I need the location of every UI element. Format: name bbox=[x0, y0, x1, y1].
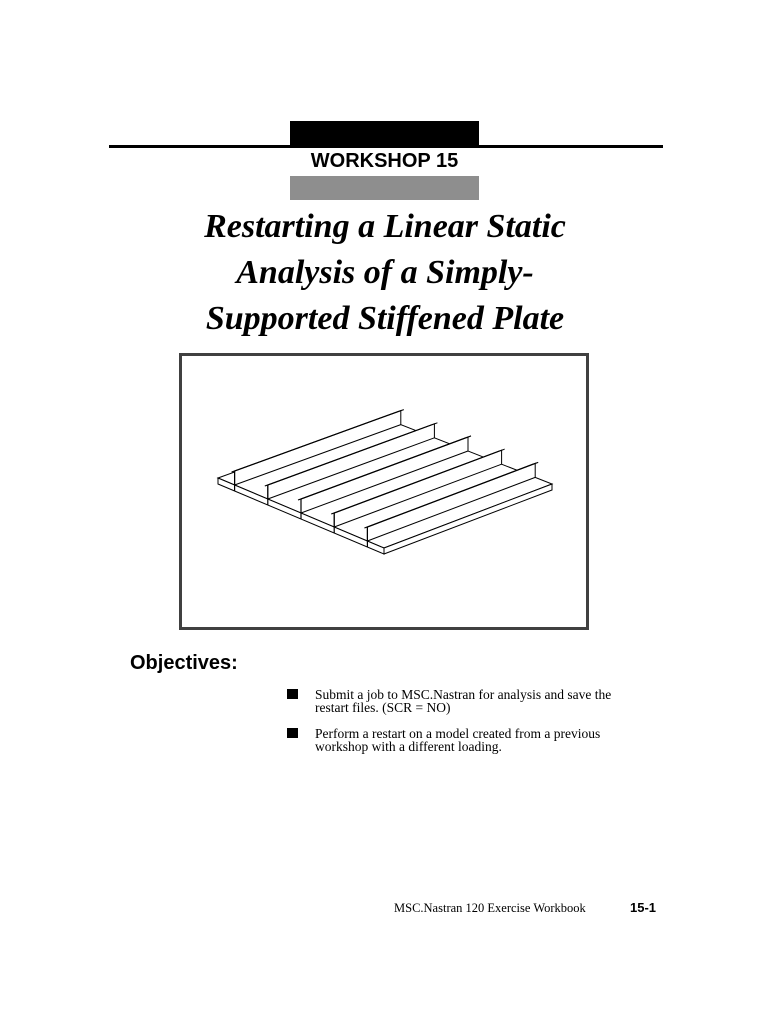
header-gray-tab bbox=[290, 176, 479, 200]
objective-2-line-1: Perform a restart on a model created from a previous bbox=[315, 726, 601, 741]
objective-item-1 bbox=[287, 688, 667, 714]
footer-page-number: 15-1 bbox=[630, 900, 657, 915]
objective-item-2 bbox=[287, 727, 667, 753]
header-black-tab bbox=[290, 121, 479, 146]
objective-2-line-2: workshop with a different loading. bbox=[315, 739, 502, 754]
objective-1-line-2: restart files. (SCR = NO) bbox=[315, 700, 451, 715]
stiffened-plate-drawing bbox=[182, 356, 586, 627]
stiffened-plate-figure bbox=[179, 353, 589, 630]
title-line-1: Restarting a Linear Static bbox=[204, 208, 566, 245]
square-bullet-icon bbox=[287, 728, 298, 738]
objectives-list bbox=[287, 688, 667, 766]
title-line-2: Analysis of a Simply- bbox=[236, 254, 534, 291]
objectives-heading: Objectives: bbox=[130, 652, 238, 674]
objective-1-line-1: Submit a job to MSC.Nastran for analysis and save the bbox=[315, 687, 612, 702]
workshop-label: WORKSHOP 15 bbox=[310, 150, 459, 172]
page-title bbox=[130, 204, 640, 342]
square-bullet-icon bbox=[287, 689, 298, 699]
footer-book-title: MSC.Nastran 120 Exercise Workbook bbox=[394, 901, 586, 915]
title-line-3: Supported Stiffened Plate bbox=[205, 300, 565, 337]
